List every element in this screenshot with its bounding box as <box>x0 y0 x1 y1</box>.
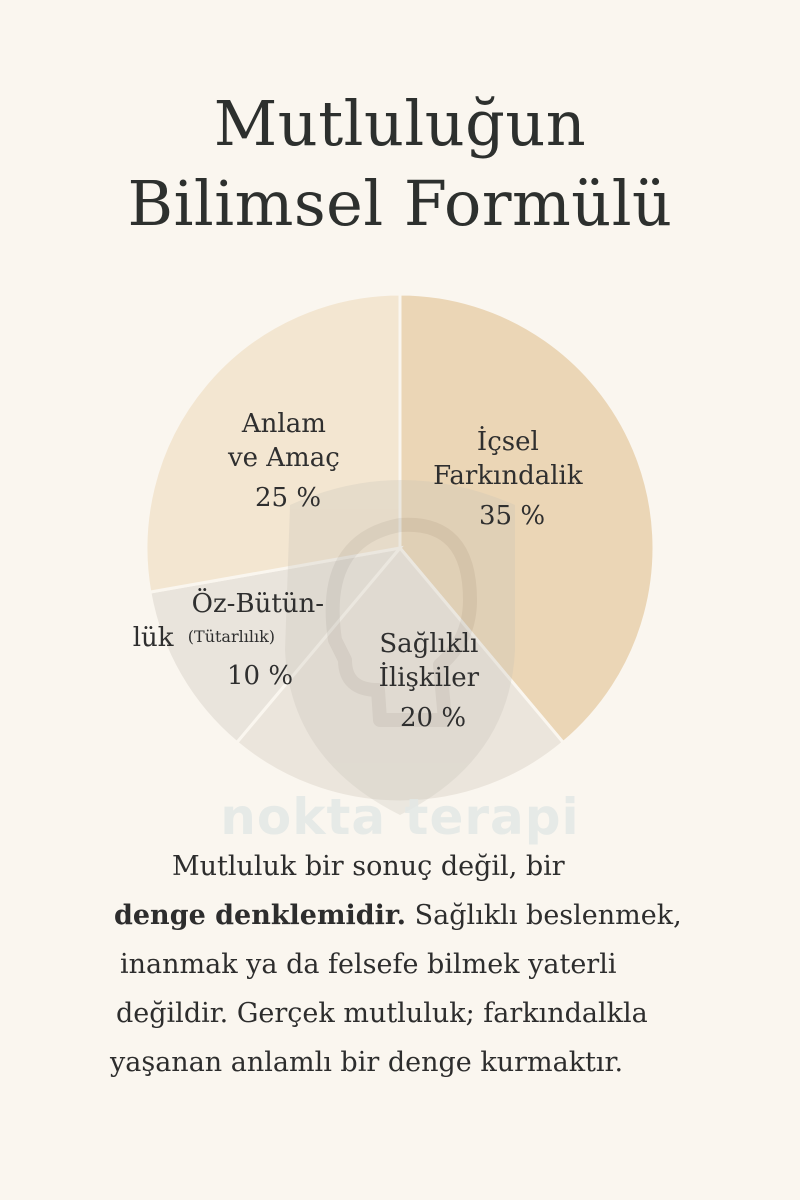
slice-label-line: (Tütarlılık) <box>187 627 276 646</box>
slice-label-line: Öz-Bütün- <box>191 589 325 619</box>
paragraph-line: değildir. Gerçek mutluluk; farkındalkla <box>116 998 648 1029</box>
slice-value-label: 35 % <box>478 501 546 531</box>
description-paragraph <box>110 842 710 1087</box>
slice-label-line: İlişkiler <box>378 663 480 693</box>
slice-label-line: Farkındalik <box>433 461 583 491</box>
paragraph-line <box>110 891 710 940</box>
slice-value-label: 20 % <box>399 703 467 733</box>
slice-label-line: İçsel <box>476 427 539 457</box>
paragraph-line-rest: Sağlıklı beslenmek, <box>406 900 682 931</box>
paragraph-line: yaşanan anlamlı bir denge kurmaktır. <box>110 1047 624 1078</box>
title-line-2: Bilimsel Formülü <box>127 167 673 240</box>
watermark-text: nokta terapi <box>220 788 580 846</box>
slice-value-label: 25 % <box>254 483 322 513</box>
slice-label-line: Sağlıklı <box>379 629 479 659</box>
paragraph-line: inanmak ya da felsefe bilmek yaterli <box>120 949 617 980</box>
slice-label-line: Anlam <box>241 409 326 439</box>
paragraph-line: Mutluluk bir sonuç değil, bir <box>172 851 565 882</box>
title-line-1: Mutluluğun <box>213 87 587 160</box>
slice-value-label: 10 % <box>226 661 294 691</box>
paragraph-emphasis: denge denklemidir. <box>114 900 407 931</box>
slice-label-line: ve Amaç <box>227 443 340 473</box>
slice-label-line: lük <box>132 623 174 653</box>
